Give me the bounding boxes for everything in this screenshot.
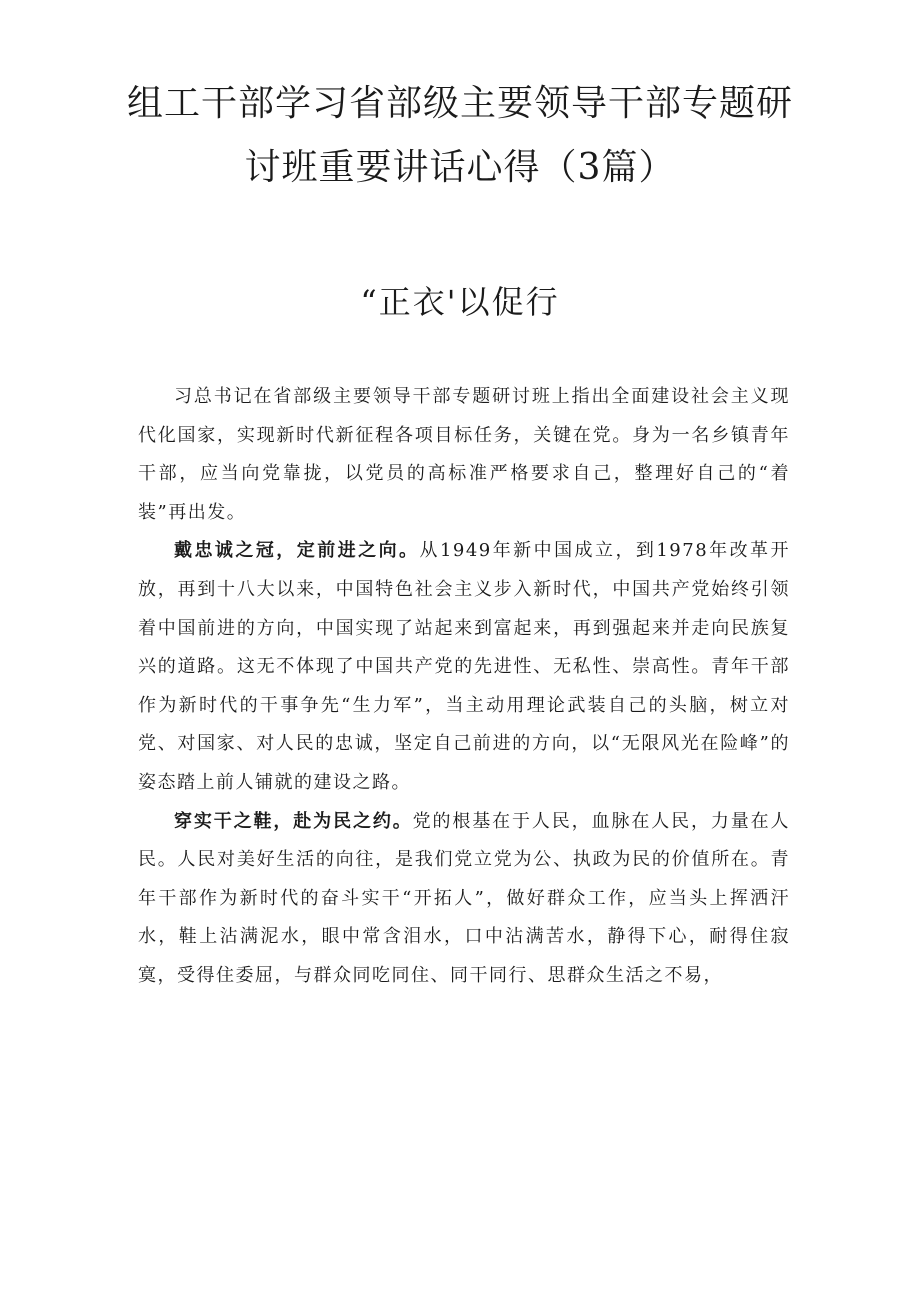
document-body	[138, 378, 790, 996]
paragraph-text: 从1949年新中国成立，到1978年改革开放，再到十八大以来，中国特色社会主义步入新时代，中国共产党始终引领着中国前进的方向，中国实现了站起来到富起来，再到强起来并走向民族复兴的道路。这无不体现了中国共产党的先进性、无私性、崇高性。青年干部作为新时代的干事争先“生力军”，当主动用理论武装自己的头脑，树立对党、对国家、对人民的忠诚，坚定自己前进的方向，以“无限风光在险峰”的姿态踏上前人铺就的建设之路。	[138, 540, 790, 793]
paragraph-loyalty	[138, 532, 790, 802]
paragraph-text: 党的根基在于人民，血脉在人民，力量在人民。人民对美好生活的向往，是我们党立党为公、执政为民的价值所在。青年干部作为新时代的奋斗实干“开拓人”，做好群众工作，应当头上挥洒汗水，鞋上沾满泥水，眼中常含泪水，口中沾满苦水，静得下心，耐得住寂寞，受得住委屈，与群众同吃同住、同干同行、思群众生活之不易，	[138, 810, 791, 986]
paragraph-text: 习总书记在省部级主要领导干部专题研讨班上指出全面建设社会主义现代化国家，实现新时代新征程各项目标任务，关键在党。身为一名乡镇青年干部，应当向党靠拢，以党员的高标准严格要求自己，整理好自己的“着装”再出发。	[138, 386, 790, 523]
paragraph-lead: 穿实干之鞋，赴为民之约。	[174, 810, 413, 832]
paragraph-intro	[138, 378, 790, 532]
document-title-line-2: 讨班重要讲话心得（3篇）	[244, 147, 676, 188]
paragraph-lead: 戴忠诚之冠，定前进之向。	[174, 540, 420, 562]
document-title-line-1: 组工干部学习省部级主要领导干部专题研	[126, 83, 793, 124]
section-title: “正衣'以促行	[360, 283, 560, 321]
paragraph-hard-work	[138, 803, 790, 996]
